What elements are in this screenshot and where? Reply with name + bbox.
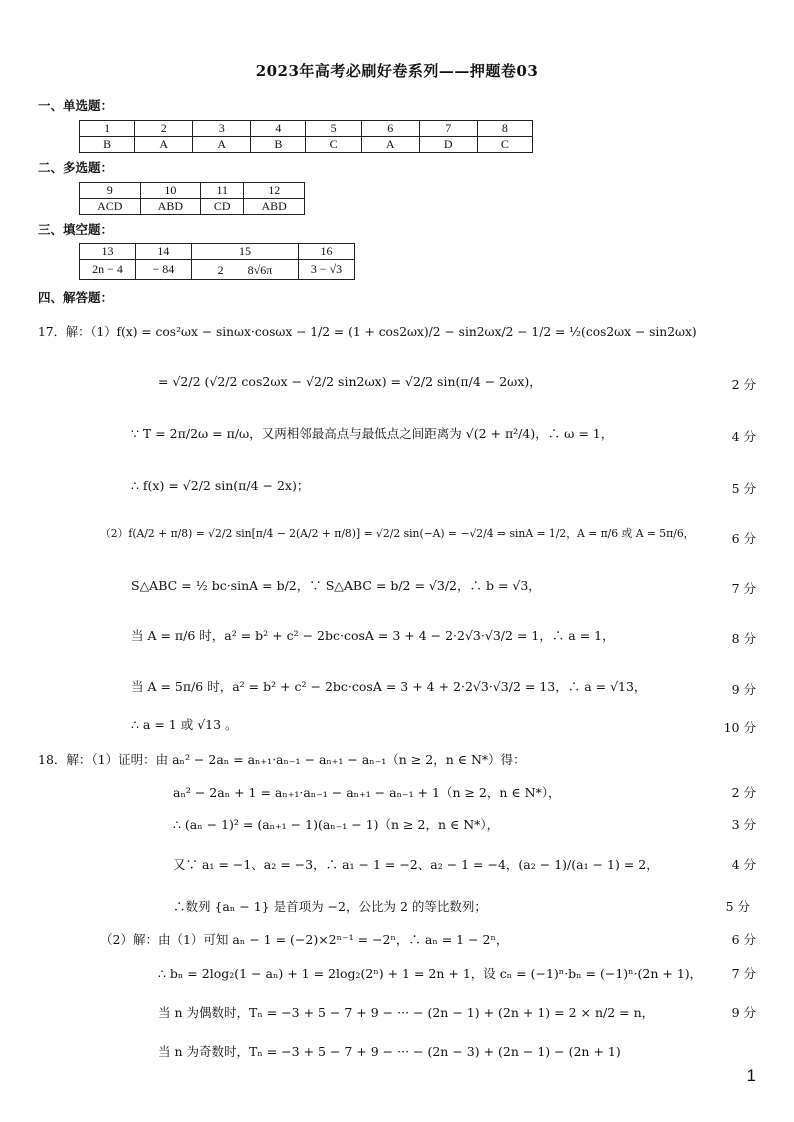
q18-line-6: （2）解：由（1）可知 aₙ − 1 = (−2)×2ⁿ⁻¹ = −2ⁿ，∴ aₙ = 1 − 2ⁿ， [100,932,509,947]
table-cell: 16 [298,244,354,260]
q18-line-1: 18．解：（1）证明：由 aₙ² − 2aₙ = aₙ₊₁·aₙ₋₁ − aₙ₊₁ − aₙ₋₁（n ≥ 2，n ∈ N*）得： [38,752,526,767]
table-cell: 11 [201,183,244,199]
score-label: 4 分 [731,857,756,872]
table-cell: 5 [306,121,361,137]
table-cell: 2 8√6π [191,260,298,280]
score-label: 8 分 [731,631,756,646]
score-label: 6 分 [731,531,756,546]
fill-blank-table [79,243,355,280]
score-label: 7 分 [731,966,756,981]
table-cell: C [477,137,532,153]
page-number: 1 [746,1066,756,1085]
table-row [80,121,533,137]
score-label: 5 分 [725,899,750,914]
table-cell: 12 [244,183,305,199]
q17-line-9: ∴ a = 1 或 √13 。 [131,717,238,732]
q17-line-2: = √2/2 (√2/2 cos2ωx − √2/2 sin2ωx) = √2/2 sin(π/4 − 2ωx)， [158,374,542,389]
table-row [80,199,305,215]
table-cell: A [135,137,193,153]
table-row [80,260,355,280]
q17-line-6: S△ABC = ½ bc·sinA = b/2，∵ S△ABC = b/2 = √3/2，∴ b = √3， [131,578,541,593]
table-row [80,183,305,199]
q17-line-8: 当 A = 5π/6 时，a² = b² + c² − 2bc·cosA = 3 + 4 + 2·2√3·√3/2 = 13，∴ a = √13， [131,679,647,694]
score-label: 5 分 [731,481,756,496]
q18-line-5: ∴数列 {aₙ − 1} 是首项为 −2，公比为 2 的等比数列； [173,899,487,914]
page-title: 2023年高考必刷好卷系列——押题卷03 [255,62,539,80]
q18-line-8: 当 n 为偶数时，Tₙ = −3 + 5 − 7 + 9 − ··· − (2n − 1) + (2n + 1) = 2 × n/2 = n， [158,1005,655,1020]
table-cell: ABD [244,199,305,215]
score-label: 7 分 [731,581,756,596]
table-cell: − 84 [135,260,191,280]
table-cell: 15 [191,244,298,260]
table-cell: A [193,137,251,153]
q18-line-9: 当 n 为奇数时，Tₙ = −3 + 5 − 7 + 9 − ··· − (2n − 3) + (2n − 1) − (2n + 1) [158,1044,621,1059]
table-cell: 14 [135,244,191,260]
section-fill-heading: 三、填空题： [38,222,114,237]
table-cell: 10 [140,183,201,199]
table-cell: A [361,137,419,153]
table-cell: 3 [193,121,251,137]
q17-line-3: ∵ T = 2π/2ω = π/ω，又两相邻最高点与最低点之间距离为 √(2 + π²/4)，∴ ω = 1， [131,426,614,441]
q17-line-5: （2）f(A/2 + π/8) = √2/2 sin[π/4 − 2(A/2 + π/8)] = √2/2 sin(−A) = −√2/4 ⇒ sinA = 1/2，A = π/6 或 A = 5π/6， [100,527,695,540]
section-solve-heading: 四、解答题： [38,290,114,305]
q17-line-1: 17．解：（1）f(x) = cos²ωx − sinωx·cosωx − 1/2 = (1 + cos2ωx)/2 − sin2ωx/2 − 1/2 = ½(cos2ωx − sin2ωx) [38,325,697,339]
multi-choice-table [79,182,305,215]
score-label: 2 分 [731,377,756,392]
table-cell: 3 − √3 [298,260,354,280]
section-single-heading: 一、单选题： [38,98,114,113]
table-cell: 13 [80,244,136,260]
score-label: 10 分 [723,720,756,735]
table-row [80,244,355,260]
table-cell: D [419,137,477,153]
score-label: 4 分 [731,429,756,444]
table-cell: 8 [477,121,532,137]
score-label: 3 分 [731,817,756,832]
single-choice-table [79,120,533,153]
table-cell: 2n − 4 [80,260,136,280]
q18-line-3: ∴ (aₙ − 1)² = (aₙ₊₁ − 1)(aₙ₋₁ − 1)（n ≥ 2，n ∈ N*）， [173,817,500,832]
table-cell: 1 [80,121,135,137]
table-cell: C [306,137,361,153]
table-cell: B [80,137,135,153]
score-label: 9 分 [731,1005,756,1020]
section-multi-heading: 二、多选题： [38,160,114,175]
score-label: 6 分 [731,932,756,947]
table-row [80,137,533,153]
table-cell: 2 [135,121,193,137]
score-label: 9 分 [731,682,756,697]
table-cell: B [251,137,306,153]
q17-line-7: 当 A = π/6 时，a² = b² + c² − 2bc·cosA = 3 + 4 − 2·2√3·√3/2 = 1，∴ a = 1， [131,628,615,643]
table-cell: ACD [80,199,141,215]
table-cell: 7 [419,121,477,137]
q18-line-4: 又∵ a₁ = −1、a₂ = −3，∴ a₁ − 1 = −2、a₂ − 1 = −4，(a₂ − 1)/(a₁ − 1) = 2， [173,857,659,872]
table-cell: 6 [361,121,419,137]
table-cell: ABD [140,199,201,215]
q17-line-4: ∴ f(x) = √2/2 sin(π/4 − 2x)； [131,478,310,493]
table-cell: CD [201,199,244,215]
table-cell: 4 [251,121,306,137]
table-cell: 9 [80,183,141,199]
score-label: 2 分 [731,785,756,800]
q18-line-7: ∴ bₙ = 2log₂(1 − aₙ) + 1 = 2log₂(2ⁿ) + 1 = 2n + 1，设 cₙ = (−1)ⁿ·bₙ = (−1)ⁿ·(2n + 1)， [158,966,703,981]
q18-line-2: aₙ² − 2aₙ + 1 = aₙ₊₁·aₙ₋₁ − aₙ₊₁ − aₙ₋₁ + 1（n ≥ 2，n ∈ N*）， [173,785,561,800]
